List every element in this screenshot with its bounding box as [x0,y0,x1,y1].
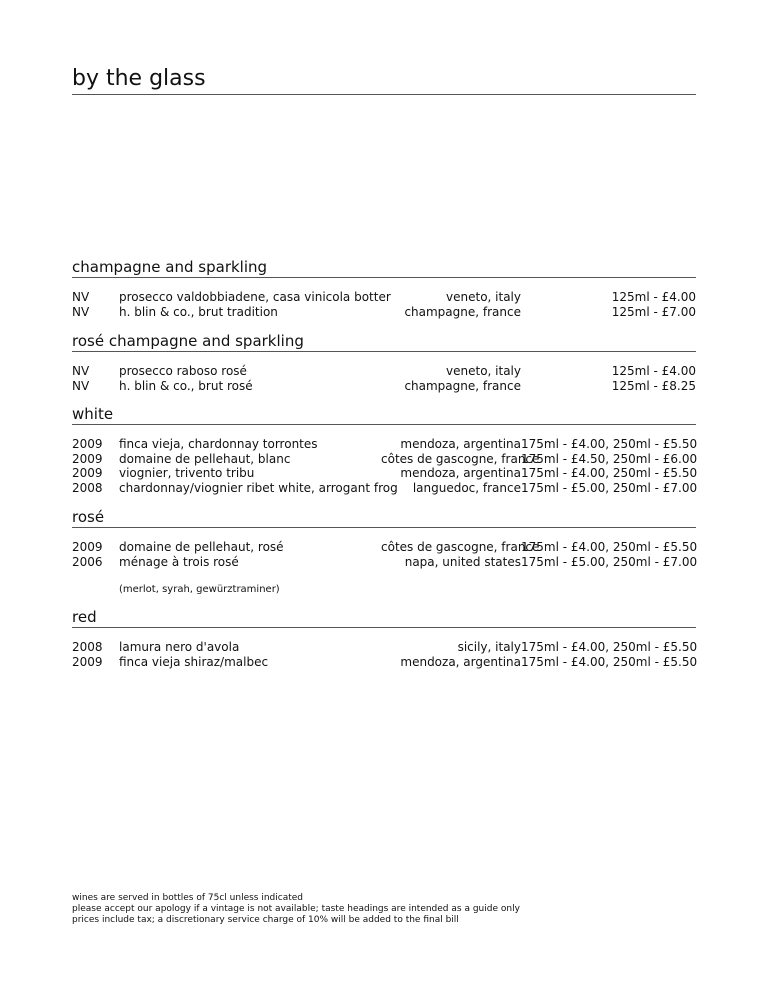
wine-row [72,655,696,670]
wine-vintage: NV [72,290,90,304]
footer-line: wines are served in bottles of 75cl unless indicated [72,893,304,903]
wine-region: mendoza, argentina [400,437,521,451]
wine-vintage: 2006 [72,554,103,569]
wine-vintage: 2009 [72,654,103,669]
wine-vintage: 2009 [72,540,103,554]
wine-row [72,466,696,481]
wine-price: 175ml - £4.00, 250ml - £5.50 [521,640,698,654]
wine-row [72,481,696,496]
wine-name: domaine de pellehaut, rosé [119,540,284,554]
section-heading: rosé [72,507,696,528]
wine-region: veneto, italy [446,290,521,304]
wine-price: 125ml - £7.00 [611,304,696,319]
wine-region: champagne, france [404,304,521,319]
wine-price: 175ml - £4.00, 250ml - £5.50 [521,437,698,451]
wine-vintage: 2009 [72,437,103,451]
wine-price: 125ml - £8.25 [611,378,696,393]
wine-price: 175ml - £4.00, 250ml - £5.50 [521,466,698,481]
wine-region: mendoza, argentina [400,466,521,481]
section-white [72,404,696,495]
section-heading: white [72,404,696,425]
section-rose [72,507,696,596]
wine-price: 125ml - £4.00 [611,290,696,304]
footer-notes [72,893,696,926]
wine-name: prosecco valdobbiadene, casa vinicola botter [119,290,391,304]
footer-line: prices include tax; a discretionary service charge of 10% will be added to the final bill [72,915,459,925]
wine-region: veneto, italy [446,364,521,378]
wine-name: ménage à trois rosé [119,554,239,569]
wine-region: côtes de gascogne, france [381,540,540,554]
wine-name: finca vieja, chardonnay torrontes [119,437,318,451]
wine-price: 175ml - £4.50, 250ml - £6.00 [521,451,698,466]
wine-vintage: NV [72,378,90,393]
wine-row [72,364,696,379]
wine-vintage: 2008 [72,640,103,654]
wine-row [72,640,696,655]
wine-name: lamura nero d'avola [119,640,240,654]
wine-vintage: 2008 [72,480,103,495]
wine-name: h. blin & co., brut rosé [119,378,253,393]
wine-name: prosecco raboso rosé [119,364,247,378]
wine-price: 175ml - £5.00, 250ml - £7.00 [521,554,698,569]
section-red [72,607,696,669]
wine-name: h. blin & co., brut tradition [119,304,278,319]
wine-region: sicily, italy [457,640,521,654]
wine-region: mendoza, argentina [400,654,521,669]
wine-row [72,540,696,555]
wine-region: languedoc, france [412,480,521,495]
section-champagne-and-sparkling [72,257,696,319]
wine-name: chardonnay/viognier ribet white, arrogant frog [119,480,398,495]
wine-price: 125ml - £4.00 [611,364,696,378]
wine-price: 175ml - £4.00, 250ml - £5.50 [521,654,698,669]
section-rose-champagne-and-sparkling [72,331,696,393]
page-title: by the glass [72,64,696,95]
wine-region: champagne, france [404,378,521,393]
footer-line: please accept our apology if a vintage is not available; taste headings are intended as a guide only [72,904,520,914]
wine-vintage: NV [72,304,90,319]
wine-name: finca vieja shiraz/malbec [119,654,269,669]
wine-region: napa, united states [404,554,521,569]
wine-name: viognier, trivento tribu [119,466,255,481]
wine-row [72,379,696,394]
wine-vintage: 2009 [72,466,103,481]
wine-row [72,305,696,320]
section-heading: red [72,607,696,628]
wine-price: 175ml - £4.00, 250ml - £5.50 [521,540,698,554]
wine-price: 175ml - £5.00, 250ml - £7.00 [521,480,698,495]
wine-row [72,452,696,467]
wine-vintage: NV [72,364,90,378]
grape-note: (merlot, syrah, gewürztraminer) [119,584,280,596]
wine-region: côtes de gascogne, france [381,451,540,466]
wine-vintage: 2009 [72,451,103,466]
section-heading: champagne and sparkling [72,257,696,278]
wine-name: domaine de pellehaut, blanc [119,451,291,466]
wine-row [72,437,696,452]
wine-row [72,555,696,570]
wine-row [72,290,696,305]
section-heading: rosé champagne and sparkling [72,331,696,352]
